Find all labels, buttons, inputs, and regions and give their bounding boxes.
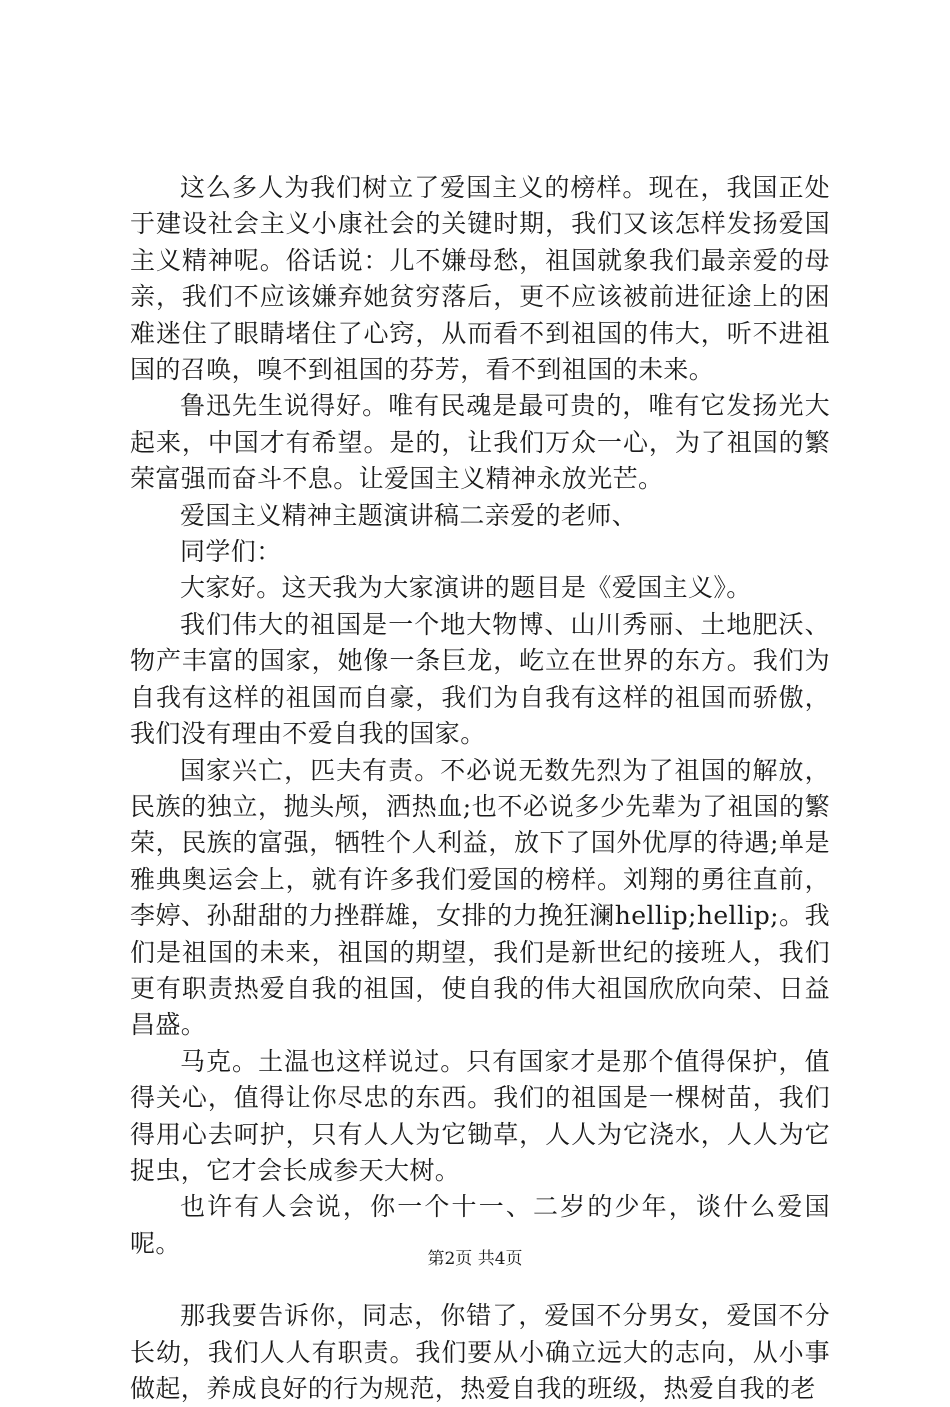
paragraph-5: 大家好。这天我为大家演讲的题目是《爱国主义》。 xyxy=(180,573,752,603)
paragraph-1: 这么多人为我们树立了爱国主义的榜样。现在，我国正处于建设社会主义小康社会的关键时期，我们又该怎样发扬爱国主义精神呢。俗话说：儿不嫌母愁，祖国就象我们最亲爱的母亲，我们不应该嫌弃她贫穷落后，更不应该被前进征途上的困难迷住了眼睛堵住了心窍，从而看不到祖国的伟大，听不进祖国的召唤，嗅不到祖国的芬芳，看不到祖国的未来。 xyxy=(130,173,830,385)
page-number-label: 第2页 共4页 xyxy=(427,1249,523,1269)
paragraph-4: 同学们： xyxy=(180,537,282,567)
paragraph-2: 鲁迅先生说得好。唯有民魂是最可贵的，唯有它发扬光大起来，中国才有希望。是的，让我们万众一心，为了祖国的繁荣富强而奋斗不息。让爱国主义精神永放光芒。 xyxy=(130,391,830,494)
paragraph-6: 我们伟大的祖国是一个地大物博、山川秀丽、土地肥沃、物产丰富的国家，她像一条巨龙，屹立在世界的东方。我们为自我有这样的祖国而自豪，我们为自我有这样的祖国而骄傲，我们没有理由不爱自我的国家。 xyxy=(130,609,830,749)
paragraph-9: 也许有人会说，你一个十一、二岁的少年，谈什么爱国呢。 xyxy=(130,1192,830,1258)
paragraph-7: 国家兴亡，匹夫有责。不必说无数先烈为了祖国的解放，民族的独立，抛头颅，洒热血;也不必说多少先辈为了祖国的繁荣，民族的富强，牺牲个人利益，放下了国外优厚的待遇;单是雅典奥运会上，就有许多我们爱国的榜样。刘翔的勇往直前，李婷、孙甜甜的力挫群雄，女排的力挽狂澜hellip;hellip;。我们是祖国的未来，祖国的期望，我们是新世纪的接班人，我们更有职责热爱自我的祖国，使自我的伟大祖国欣欣向荣、日益昌盛。 xyxy=(130,755,830,1040)
paragraph-10: 那我要告诉你，同志，你错了，爱国不分男女，爱国不分长幼，我们人人有职责。我们要从小确立远大的志向，从小事做起，养成良好的行为规范，热爱自我的班级，热爱自我的老 xyxy=(130,1301,830,1403)
page-footer xyxy=(0,1244,950,1269)
document-body xyxy=(130,170,830,1407)
paragraph-8: 马克。土温也这样说过。只有国家才是那个值得保护，值得关心，值得让你尽忠的东西。我们的祖国是一棵树苗，我们得用心去呵护，只有人人为它锄草，人人为它浇水，人人为它捉虫，它才会长成参天大树。 xyxy=(130,1046,830,1185)
paragraph-3: 爱国主义精神主题演讲稿二亲爱的老师、 xyxy=(180,500,638,530)
